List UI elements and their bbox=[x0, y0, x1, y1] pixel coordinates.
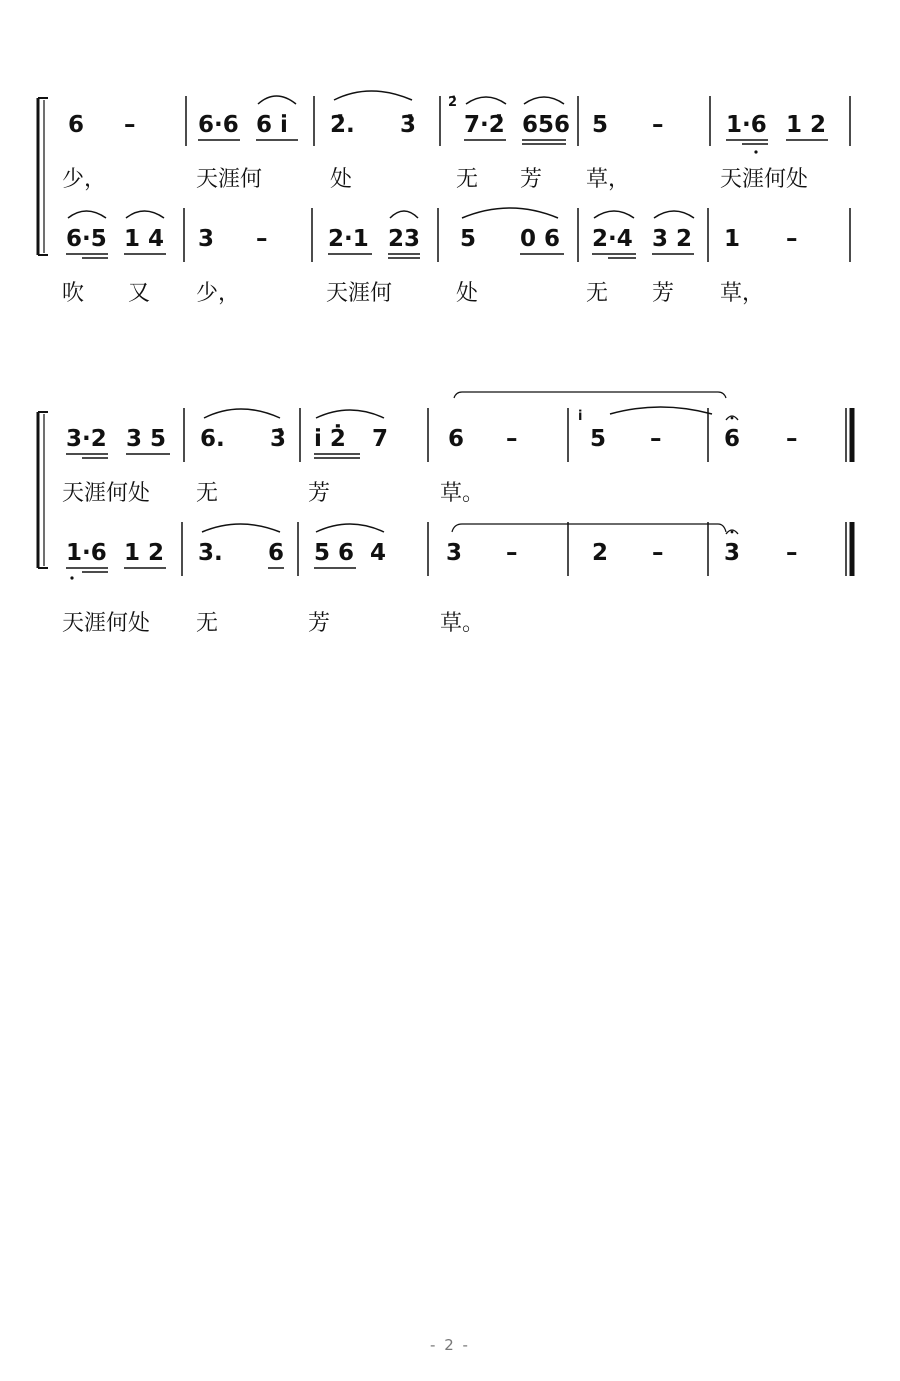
note: i̇ 2̇ bbox=[314, 426, 346, 452]
system-1 bbox=[38, 91, 850, 306]
note: 2·4 bbox=[592, 226, 633, 252]
lyric: 芳 bbox=[520, 167, 543, 192]
note: 5 6 bbox=[314, 540, 355, 566]
lyric: 天涯何 bbox=[326, 281, 393, 306]
note: – bbox=[786, 540, 798, 566]
note: 1 bbox=[724, 226, 741, 252]
lyric: 少， bbox=[62, 167, 107, 192]
note: 5 bbox=[460, 226, 477, 252]
lyric: 草。 bbox=[440, 611, 485, 636]
note: 3̇ bbox=[400, 112, 417, 138]
note: 3 bbox=[446, 540, 463, 566]
note: 7 bbox=[372, 426, 389, 452]
note: – bbox=[506, 540, 518, 566]
note: 6·6 bbox=[198, 112, 239, 138]
note: 23 bbox=[388, 226, 421, 252]
note: 6 bbox=[448, 426, 465, 452]
lyrics-1-2 bbox=[62, 281, 764, 306]
grace-note: 2̇ bbox=[448, 95, 458, 110]
system-2 bbox=[38, 392, 852, 636]
lyrics-2-1 bbox=[62, 481, 484, 506]
staff-2-1 bbox=[66, 392, 852, 462]
lyric: 草， bbox=[586, 167, 631, 192]
note: 6·5 bbox=[66, 226, 107, 252]
lyric: 无 bbox=[196, 481, 219, 506]
note: 5 bbox=[592, 112, 609, 138]
lyrics-2-2 bbox=[62, 611, 484, 636]
note: 3 bbox=[198, 226, 215, 252]
lyric: 草， bbox=[720, 281, 765, 306]
note: – bbox=[652, 112, 664, 138]
note: 1 2 bbox=[124, 540, 165, 566]
note: – bbox=[786, 426, 798, 452]
note: 0 6 bbox=[520, 226, 561, 252]
lyric: 天涯何 bbox=[196, 167, 263, 192]
note: 3·2 bbox=[66, 426, 107, 452]
note: 6 bbox=[724, 426, 741, 452]
page-number: - 2 - bbox=[430, 1336, 470, 1354]
note: 3̇ bbox=[270, 426, 287, 452]
lyric: 少， bbox=[196, 281, 241, 306]
lyric: 吹 bbox=[62, 281, 85, 306]
note: 656 bbox=[522, 112, 571, 138]
note: – bbox=[506, 426, 518, 452]
note: 3 bbox=[724, 540, 741, 566]
lyric: 无 bbox=[196, 611, 219, 636]
note: 7·2̇ bbox=[464, 112, 505, 138]
lyric: 草。 bbox=[440, 481, 485, 506]
lyric: 天涯何处 bbox=[62, 611, 151, 636]
note: 1 2 bbox=[786, 112, 827, 138]
note: 3. bbox=[198, 540, 223, 566]
note: 6 bbox=[268, 540, 285, 566]
note: 5 bbox=[590, 426, 607, 452]
lyric: 天涯何处 bbox=[720, 167, 809, 192]
note: – bbox=[650, 426, 662, 452]
staff-1-1 bbox=[68, 91, 850, 154]
lyrics-1-1 bbox=[62, 167, 808, 192]
grace-note: i̇ bbox=[578, 409, 583, 424]
lyric: 无 bbox=[586, 281, 609, 306]
lyric: 又 bbox=[128, 281, 151, 306]
note: 6 bbox=[68, 112, 85, 138]
staff-2-2 bbox=[66, 522, 852, 580]
note: 2·1 bbox=[328, 226, 369, 252]
note: – bbox=[256, 226, 268, 252]
note: 1 4 bbox=[124, 226, 165, 252]
note: 3 5 bbox=[126, 426, 167, 452]
note: 3 2 bbox=[652, 226, 693, 252]
note: 2̇. bbox=[330, 112, 355, 138]
note: – bbox=[124, 112, 136, 138]
lyric: 无 bbox=[456, 167, 479, 192]
note: 1·6 bbox=[726, 112, 767, 138]
note: – bbox=[786, 226, 798, 252]
lyric: 天涯何处 bbox=[62, 481, 151, 506]
lyric: 芳 bbox=[308, 481, 331, 506]
note: 6 i̇ bbox=[256, 112, 288, 138]
lyric: 处 bbox=[330, 167, 353, 192]
lyric: 芳 bbox=[308, 611, 331, 636]
note: – bbox=[652, 540, 664, 566]
note: 6. bbox=[200, 426, 225, 452]
lyric: 芳 bbox=[652, 281, 675, 306]
note: 4 bbox=[370, 540, 387, 566]
lyric: 处 bbox=[456, 281, 479, 306]
note: 2 bbox=[592, 540, 609, 566]
note: 1·6 bbox=[66, 540, 107, 566]
staff-1-2 bbox=[66, 208, 850, 262]
